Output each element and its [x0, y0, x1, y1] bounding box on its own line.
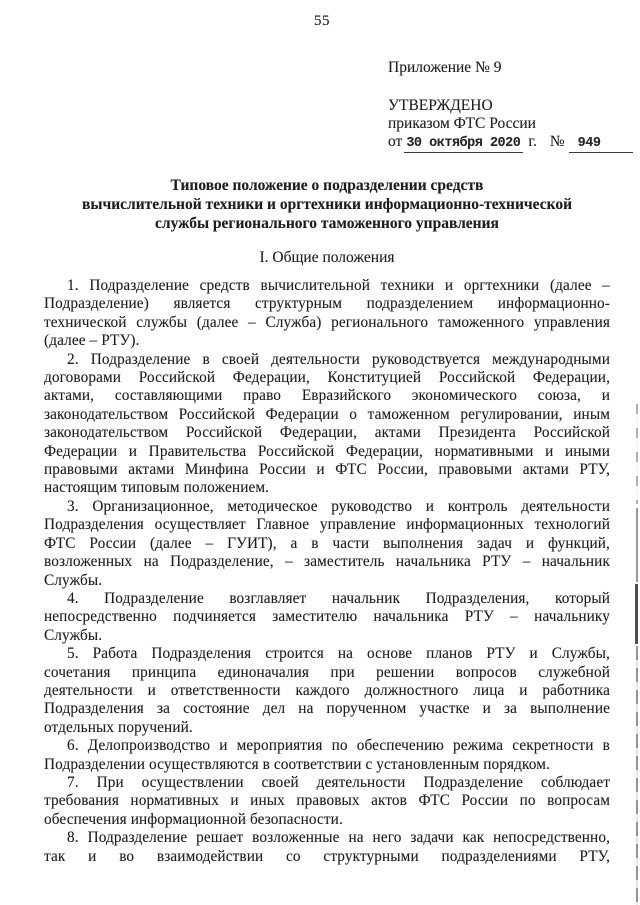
body-paragraph	[44, 277, 610, 351]
body-line: настоящим типовым положением.	[44, 479, 270, 497]
body-line: Службы.	[44, 626, 103, 644]
scan-edge-artifact	[636, 646, 638, 905]
body-line: договорами Российской Федерации, Конституцией Российской Федерации,	[44, 369, 610, 387]
body-line: ФТС России (далее – ГУИТ), а в части выполнения задач и функций,	[44, 534, 610, 552]
order-number-value: 949	[569, 136, 634, 153]
section-heading: I. Общие положения	[259, 249, 395, 266]
body-line: Службы.	[44, 571, 103, 589]
body-paragraph	[44, 498, 610, 590]
title-line: вычислительной техники и оргтехники информационно-технической	[82, 196, 572, 213]
body-paragraph	[44, 737, 610, 774]
body-line: 5. Работа Подразделения строится на основе планов РТУ и Службы,	[67, 645, 610, 663]
body-line: 2. Подразделение в своей деятельности руководствуется международными	[67, 350, 610, 368]
page-number: 55	[314, 13, 330, 29]
date-prefix: от	[388, 133, 403, 150]
number-sign: №	[549, 133, 565, 150]
order-date-line	[388, 133, 633, 153]
approved-heading: УТВЕРЖДЕНО	[388, 97, 493, 114]
date-suffix: г.	[528, 133, 537, 150]
body-line: возложенных на Подразделение, – заместитель начальника РТУ – начальник	[44, 553, 610, 571]
title-line: Типовое положение о подразделении средств	[170, 177, 484, 194]
document-title	[44, 176, 610, 233]
body-line: 7. При осуществлении своей деятельности Подразделение соблюдает	[67, 773, 610, 791]
body-paragraph	[44, 590, 610, 645]
body-line: Подразделения осуществляет Главное управление информационных технологий	[44, 516, 610, 534]
body-line: деятельности и ответственности каждого должностного лица и работника	[44, 681, 610, 699]
body-line: актами, составляющими право Евразийского экономического союза, и	[44, 387, 610, 405]
body-line: Подразделение) является структурным подразделением информационно-	[44, 295, 610, 313]
body-line: законодательством Российской Федерации о таможенном регулировании, иным	[44, 405, 610, 423]
appendix-label: Приложение № 9	[388, 59, 502, 76]
scan-edge-artifact	[636, 404, 638, 504]
body-paragraph	[44, 829, 610, 866]
body-line: Федерации и Правительства Российской Федерации, нормативными и иными	[44, 442, 610, 460]
body-line: отдельных поручений.	[44, 718, 193, 736]
body-paragraph	[44, 774, 610, 829]
body-line: законодательством Российской Федерации, актами Президента Российской	[44, 424, 610, 442]
scan-edge-artifact	[636, 508, 638, 582]
approved-by-line: приказом ФТС России	[388, 115, 536, 132]
order-date-value: 30 октября 2020	[404, 136, 523, 153]
body-paragraph	[44, 645, 610, 737]
title-line: службы регионального таможенного управления	[155, 215, 499, 232]
body-line: 6. Делопроизводство и мероприятия по обеспечению режима секретности в	[67, 737, 610, 755]
body-line: технической службы (далее – Служба) регионального таможенного управления	[44, 313, 610, 331]
scan-edge-artifact	[635, 584, 638, 644]
body-line: 1. Подразделение средств вычислительной техники и оргтехники (далее –	[67, 277, 610, 294]
body-line: требования нормативных и иных правовых актов ФТС России по вопросам	[44, 792, 610, 810]
body-line: сочетания принципа единоначалия при решении вопросов служебной	[44, 663, 610, 681]
body-paragraph	[44, 351, 610, 498]
body-line: Подразделении осуществляются в соответствии с установленным порядком.	[44, 755, 550, 773]
body-line: обеспечения информационной безопасности.	[44, 810, 343, 828]
body-text	[44, 277, 610, 866]
body-line: непосредственно подчиняется заместителю начальника РТУ – начальнику	[44, 608, 610, 626]
body-line: (далее – РТУ).	[44, 332, 140, 350]
body-line: 4. Подразделение возглавляет начальник Подразделения, который	[67, 589, 610, 607]
body-line: так и во взаимодействии со структурными подразделениями РТУ,	[44, 847, 610, 865]
body-line: 8. Подразделение решает возложенные на него задачи как непосредственно,	[67, 829, 610, 847]
body-line: правовыми актами Минфина России и ФТС России, правовыми актами РТУ,	[44, 461, 610, 479]
body-line: Подразделения за состояние дел на порученном участке и за выполнение	[44, 700, 610, 718]
spacer	[388, 77, 633, 97]
approval-block	[388, 59, 633, 153]
body-line: 3. Организационное, методическое руководство и контроль деятельности	[67, 497, 610, 515]
